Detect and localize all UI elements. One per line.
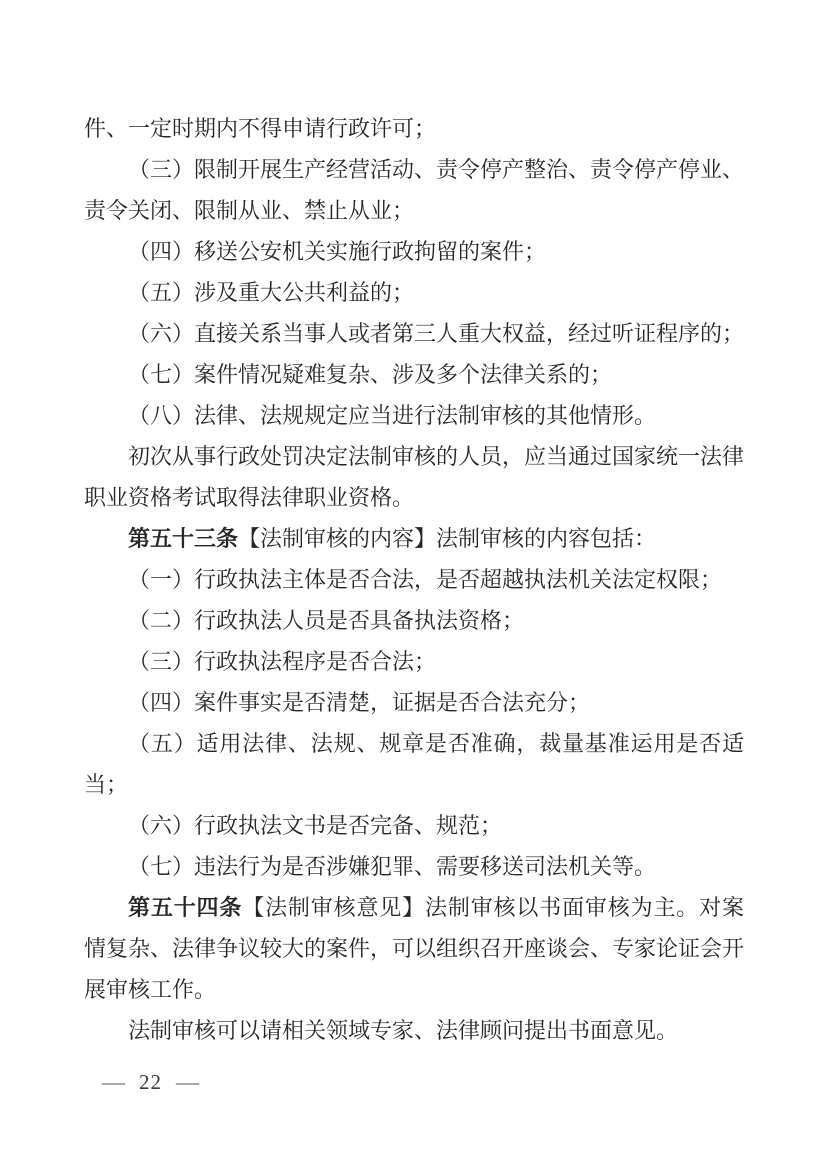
paragraph-item-2: （二）行政执法人员是否具备执法资格； [128,608,525,633]
paragraph-body: 法制审核可以请相关领域专家、法律顾问提出书面意见。 [128,1018,679,1043]
paragraph-item-7: （七）案件情况疑难复杂、涉及多个法律关系的； [128,362,613,387]
paragraph-item-3b: （三）行政执法程序是否合法； [128,649,437,674]
paragraph: 件、一定时期内不得申请行政许可； [84,116,437,141]
article-number: 第五十三条 [128,526,239,551]
footer-dash-left: — [101,1070,126,1094]
article-title: 【法制审核的内容】 [238,526,437,551]
paragraph-item-5: （五）涉及重大公共利益的； [128,280,415,305]
paragraph-item-5b: （五）适用法律、法规、规章是否准确，裁量基准运用是否适当； [84,731,744,797]
footer-dash-right: — [175,1070,200,1094]
article-title: 【法制审核意见】 [242,895,425,920]
article-number: 第五十四条 [128,895,243,920]
paragraph-item-8: （八）法律、法规规定应当进行法制审核的其他情形。 [128,403,657,428]
paragraph-item-7b: （七）违法行为是否涉嫌犯罪、需要移送司法机关等。 [128,854,657,879]
paragraph-item-4: （四）移送公安机关实施行政拘留的案件； [128,239,547,264]
paragraph-item-4b: （四）案件事实是否清楚，证据是否合法充分； [128,690,591,715]
paragraph-item-6b: （六）行政执法文书是否完备、规范； [128,813,503,838]
paragraph-body: 初次从事行政处罚决定法制审核的人员，应当通过国家统一法律职业资格考试取得法律职业资格。 [84,444,745,510]
paragraph-article-53 [84,518,744,559]
page-number: 22 [139,1070,162,1094]
document-body [84,108,744,1051]
paragraph-article-54 [84,887,744,1010]
paragraph-item-6: （六）直接关系当事人或者第三人重大权益，经过听证程序的； [128,321,745,346]
article-text: 法制审核的内容包括： [436,526,657,551]
page-footer [103,1070,198,1095]
paragraph-item-1: （一）行政执法主体是否合法，是否超越执法机关法定权限； [128,567,723,592]
article-text: 法制审核以书面审核为主。对案情复杂、法律争议较大的案件，可以组织召开座谈会、专家论证会开展审核工作。 [84,895,745,1002]
paragraph-item-3: （三）限制开展生产经营活动、责令停产整治、责令停产停业、责令关闭、限制从业、禁止从业； [84,157,745,223]
